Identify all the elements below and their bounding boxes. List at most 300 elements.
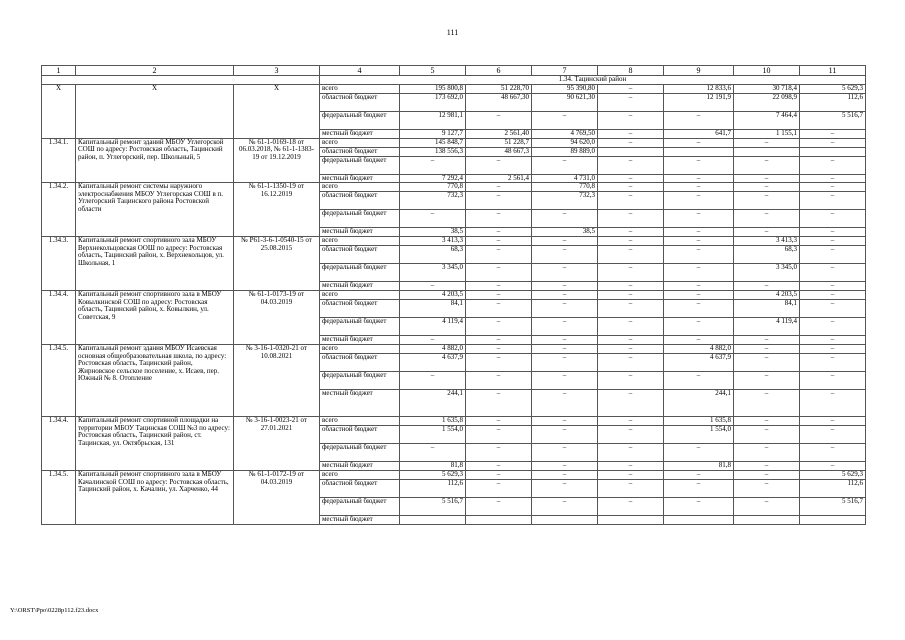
value-cell: – bbox=[532, 354, 598, 372]
value-cell: – bbox=[800, 390, 866, 417]
value-cell: – bbox=[800, 354, 866, 372]
value-cell: 4 731,0 bbox=[532, 174, 598, 183]
value-cell: – bbox=[532, 345, 598, 354]
funding-type: местный бюджет bbox=[320, 462, 400, 471]
value-cell: – bbox=[598, 264, 664, 282]
value-cell: – bbox=[598, 444, 664, 462]
funding-type: всего bbox=[320, 138, 400, 147]
value-cell: – bbox=[400, 210, 466, 228]
value-cell: – bbox=[664, 498, 734, 516]
funding-type: всего bbox=[320, 237, 400, 246]
funding-type: областной бюджет bbox=[320, 147, 400, 156]
value-cell: – bbox=[466, 426, 532, 444]
value-cell: – bbox=[800, 210, 866, 228]
column-number-row bbox=[42, 66, 866, 76]
value-cell: – bbox=[800, 246, 866, 264]
value-cell: – bbox=[664, 183, 734, 192]
value-cell: – bbox=[664, 336, 734, 345]
value-cell: – bbox=[800, 444, 866, 462]
funding-type: всего bbox=[320, 85, 400, 94]
item-name: Капитальный ремонт здания МБОУ Исаевская основная общеобразовательная школа, по адресу: Ростовская область, Тацинский район, Жирновское сельское поселение, х. Исаев, пер. Южный № 8. Отопление bbox=[76, 345, 234, 417]
table-row bbox=[42, 237, 866, 246]
value-cell: – bbox=[466, 112, 532, 130]
value-cell: – bbox=[400, 282, 466, 291]
column-header: 1 bbox=[42, 66, 76, 76]
item-document: № 61-1-0169-18 от 06.03.2018, № 61-1-1383-19 от 19.12.2019 bbox=[234, 138, 320, 183]
table-row bbox=[42, 417, 866, 426]
value-cell: – bbox=[664, 174, 734, 183]
funding-type: областной бюджет bbox=[320, 480, 400, 498]
funding-type: местный бюджет bbox=[320, 282, 400, 291]
value-cell: – bbox=[664, 372, 734, 390]
empty-cell bbox=[42, 76, 320, 85]
value-cell: 48 667,3 bbox=[466, 147, 532, 156]
value-cell: – bbox=[800, 156, 866, 174]
value-cell: – bbox=[598, 345, 664, 354]
value-cell: 4 637,9 bbox=[400, 354, 466, 372]
value-cell: – bbox=[734, 372, 800, 390]
value-cell: – bbox=[664, 471, 734, 480]
item-document: № 61-1-1350-19 от 16.12.2019 bbox=[234, 183, 320, 237]
value-cell: 195 800,8 bbox=[400, 85, 466, 94]
value-cell: – bbox=[532, 444, 598, 462]
value-cell: 7 292,4 bbox=[400, 174, 466, 183]
value-cell: – bbox=[800, 336, 866, 345]
value-cell: – bbox=[466, 264, 532, 282]
item-number: Х bbox=[42, 85, 76, 139]
value-cell: – bbox=[532, 390, 598, 417]
value-cell: – bbox=[664, 138, 734, 147]
funding-type: федеральный бюджет bbox=[320, 372, 400, 390]
item-name: Капитальный ремонт спортивного зала МБОУ Верхнекольцовская ООШ по адресу: Ростовская область, Тацинский район, х. Верхнекольцов, ул. Школьная, 1 bbox=[76, 237, 234, 291]
item-name: Капитальный ремонт спортивного зала в МБОУ Ковылкинской СОШ по адресу: Ростовская область, Тацинский район, х. Ковылкин, ул. Советская, 9 bbox=[76, 291, 234, 345]
value-cell: – bbox=[800, 237, 866, 246]
value-cell: – bbox=[532, 264, 598, 282]
value-cell: – bbox=[800, 372, 866, 390]
column-header: 10 bbox=[734, 66, 800, 76]
value-cell: – bbox=[800, 130, 866, 139]
funding-type: областной бюджет bbox=[320, 300, 400, 318]
value-cell: – bbox=[598, 480, 664, 498]
value-cell: 5 516,7 bbox=[800, 112, 866, 130]
funding-type: всего bbox=[320, 345, 400, 354]
value-cell: – bbox=[664, 291, 734, 300]
funding-type: федеральный бюджет bbox=[320, 156, 400, 174]
funding-type: местный бюджет bbox=[320, 516, 400, 525]
value-cell: – bbox=[598, 237, 664, 246]
value-cell: – bbox=[532, 112, 598, 130]
value-cell: – bbox=[466, 345, 532, 354]
value-cell: – bbox=[800, 264, 866, 282]
value-cell bbox=[734, 516, 800, 525]
item-document: № 61-1-0172-19 от 04.03.2019 bbox=[234, 471, 320, 525]
value-cell: 3 413,3 bbox=[734, 237, 800, 246]
funding-type: местный бюджет bbox=[320, 130, 400, 139]
value-cell: 173 692,0 bbox=[400, 94, 466, 112]
value-cell: 244,1 bbox=[400, 390, 466, 417]
value-cell: 81,8 bbox=[664, 462, 734, 471]
item-document: № Р61-3-6-1-0540-15 от 25.08.2015 bbox=[234, 237, 320, 291]
value-cell: – bbox=[800, 282, 866, 291]
value-cell bbox=[664, 516, 734, 525]
value-cell: – bbox=[598, 336, 664, 345]
column-header: 2 bbox=[76, 66, 234, 76]
value-cell: – bbox=[532, 498, 598, 516]
value-cell: – bbox=[532, 291, 598, 300]
value-cell: – bbox=[466, 444, 532, 462]
value-cell: – bbox=[800, 291, 866, 300]
item-name: Капитальный ремонт спортивной площадки на территории МБОУ Тацинская СОШ №3 по адресу: Ростовская область, Тацинский район, ст. Тацинская, ул. Октябрьская, 131 bbox=[76, 417, 234, 471]
value-cell: 112,6 bbox=[400, 480, 466, 498]
value-cell: – bbox=[734, 417, 800, 426]
value-cell: – bbox=[400, 372, 466, 390]
value-cell bbox=[800, 147, 866, 156]
value-cell bbox=[734, 147, 800, 156]
value-cell: 770,8 bbox=[400, 183, 466, 192]
column-header: 5 bbox=[400, 66, 466, 76]
value-cell: – bbox=[532, 426, 598, 444]
funding-type: федеральный бюджет bbox=[320, 264, 400, 282]
value-cell: – bbox=[532, 300, 598, 318]
value-cell: – bbox=[598, 156, 664, 174]
value-cell: – bbox=[466, 498, 532, 516]
value-cell: – bbox=[800, 300, 866, 318]
value-cell: 81,8 bbox=[400, 462, 466, 471]
value-cell: – bbox=[532, 480, 598, 498]
value-cell: 1 554,0 bbox=[664, 426, 734, 444]
value-cell: 2 561,40 bbox=[466, 130, 532, 139]
value-cell: – bbox=[466, 192, 532, 210]
column-header: 4 bbox=[320, 66, 400, 76]
section-title: 1.34. Тацинский район bbox=[320, 76, 866, 85]
funding-type: федеральный бюджет bbox=[320, 112, 400, 130]
value-cell: – bbox=[532, 318, 598, 336]
value-cell: 4 882,0 bbox=[400, 345, 466, 354]
value-cell: – bbox=[734, 174, 800, 183]
value-cell: – bbox=[466, 156, 532, 174]
value-cell: – bbox=[532, 246, 598, 264]
value-cell: – bbox=[734, 426, 800, 444]
value-cell: – bbox=[466, 390, 532, 417]
value-cell: 1 155,1 bbox=[734, 130, 800, 139]
funding-type: всего bbox=[320, 291, 400, 300]
value-cell bbox=[400, 516, 466, 525]
value-cell: 94 620,0 bbox=[532, 138, 598, 147]
value-cell: – bbox=[466, 318, 532, 336]
value-cell: 5 629,3 bbox=[800, 471, 866, 480]
value-cell: – bbox=[800, 417, 866, 426]
value-cell: 12 191,9 bbox=[664, 94, 734, 112]
value-cell: 4 882,0 bbox=[664, 345, 734, 354]
value-cell: – bbox=[800, 426, 866, 444]
value-cell: 244,1 bbox=[664, 390, 734, 417]
value-cell bbox=[532, 516, 598, 525]
item-document: Х bbox=[234, 85, 320, 139]
value-cell: – bbox=[734, 462, 800, 471]
value-cell: – bbox=[598, 462, 664, 471]
value-cell: – bbox=[466, 354, 532, 372]
value-cell bbox=[598, 147, 664, 156]
value-cell: – bbox=[664, 228, 734, 237]
value-cell: 9 127,7 bbox=[400, 130, 466, 139]
value-cell: – bbox=[466, 183, 532, 192]
item-document: № 3-16-1-0023-21 от 27.01.2021 bbox=[234, 417, 320, 471]
value-cell: – bbox=[800, 183, 866, 192]
value-cell: – bbox=[664, 246, 734, 264]
value-cell: – bbox=[598, 390, 664, 417]
value-cell: 51 228,70 bbox=[466, 85, 532, 94]
item-name: Капитальный ремонт спортивного зала в МБОУ Качалинской СОШ по адресу: Ростовская область, Тацинский район, х. Качалин, ул. Харченко, 44 bbox=[76, 471, 234, 525]
value-cell: – bbox=[800, 345, 866, 354]
value-cell: – bbox=[734, 390, 800, 417]
value-cell: – bbox=[598, 183, 664, 192]
value-cell: – bbox=[734, 183, 800, 192]
value-cell: – bbox=[532, 417, 598, 426]
value-cell: – bbox=[466, 336, 532, 345]
funding-type: местный бюджет bbox=[320, 174, 400, 183]
value-cell: 3 413,3 bbox=[400, 237, 466, 246]
column-header: 8 bbox=[598, 66, 664, 76]
page-number: 111 bbox=[446, 28, 459, 37]
value-cell: – bbox=[532, 372, 598, 390]
value-cell: 90 621,30 bbox=[532, 94, 598, 112]
value-cell: 4 203,5 bbox=[734, 291, 800, 300]
table-row bbox=[42, 138, 866, 147]
value-cell: 4 637,9 bbox=[664, 354, 734, 372]
value-cell: – bbox=[734, 138, 800, 147]
value-cell: – bbox=[664, 282, 734, 291]
value-cell: – bbox=[734, 345, 800, 354]
value-cell: – bbox=[598, 246, 664, 264]
value-cell: – bbox=[664, 480, 734, 498]
value-cell: 145 848,7 bbox=[400, 138, 466, 147]
value-cell: 4 119,4 bbox=[734, 318, 800, 336]
table-row bbox=[42, 291, 866, 300]
value-cell: – bbox=[664, 318, 734, 336]
budget-table bbox=[41, 65, 866, 525]
value-cell bbox=[664, 147, 734, 156]
value-cell: – bbox=[532, 471, 598, 480]
column-header: 7 bbox=[532, 66, 598, 76]
item-name: Капитальный ремонт зданий МБОУ Углегорской СОШ по адресу: Ростовская область, Тацинский район, п. Углегорский, пер. Школьный, 5 bbox=[76, 138, 234, 183]
value-cell: – bbox=[466, 480, 532, 498]
value-cell: 5 516,7 bbox=[400, 498, 466, 516]
column-header: 3 bbox=[234, 66, 320, 76]
value-cell: – bbox=[598, 174, 664, 183]
value-cell: 641,7 bbox=[664, 130, 734, 139]
value-cell: – bbox=[800, 192, 866, 210]
value-cell: – bbox=[800, 462, 866, 471]
value-cell: – bbox=[598, 112, 664, 130]
value-cell: – bbox=[532, 462, 598, 471]
value-cell: – bbox=[466, 282, 532, 291]
item-document: № 3-16-1-0320-21 от 10.08.2021 bbox=[234, 345, 320, 417]
value-cell bbox=[466, 516, 532, 525]
value-cell: – bbox=[664, 237, 734, 246]
value-cell: – bbox=[598, 426, 664, 444]
value-cell: – bbox=[466, 300, 532, 318]
value-cell: – bbox=[598, 94, 664, 112]
value-cell: – bbox=[664, 264, 734, 282]
section-title-row bbox=[42, 76, 866, 85]
value-cell: – bbox=[598, 138, 664, 147]
value-cell: – bbox=[734, 444, 800, 462]
funding-type: областной бюджет bbox=[320, 426, 400, 444]
value-cell: 138 556,3 bbox=[400, 147, 466, 156]
funding-type: областной бюджет bbox=[320, 192, 400, 210]
value-cell: 3 345,0 bbox=[734, 264, 800, 282]
value-cell: – bbox=[598, 192, 664, 210]
value-cell bbox=[800, 516, 866, 525]
value-cell: – bbox=[400, 444, 466, 462]
value-cell: 112,6 bbox=[800, 480, 866, 498]
value-cell: – bbox=[466, 237, 532, 246]
item-number: 1.34.3. bbox=[42, 237, 76, 291]
value-cell: 732,3 bbox=[400, 192, 466, 210]
value-cell: – bbox=[466, 417, 532, 426]
funding-type: областной бюджет bbox=[320, 94, 400, 112]
value-cell: – bbox=[598, 85, 664, 94]
value-cell: – bbox=[800, 174, 866, 183]
value-cell: – bbox=[664, 300, 734, 318]
value-cell: – bbox=[532, 210, 598, 228]
value-cell: – bbox=[734, 156, 800, 174]
value-cell: – bbox=[664, 444, 734, 462]
value-cell: – bbox=[734, 354, 800, 372]
value-cell: 12 981,1 bbox=[400, 112, 466, 130]
value-cell: – bbox=[734, 498, 800, 516]
value-cell: – bbox=[598, 354, 664, 372]
value-cell: 38,5 bbox=[532, 228, 598, 237]
value-cell: – bbox=[598, 471, 664, 480]
value-cell: 89 889,0 bbox=[532, 147, 598, 156]
value-cell: – bbox=[734, 282, 800, 291]
value-cell: 4 119,4 bbox=[400, 318, 466, 336]
value-cell: – bbox=[598, 210, 664, 228]
item-number: 1.34.1. bbox=[42, 138, 76, 183]
value-cell: 1 635,8 bbox=[400, 417, 466, 426]
funding-type: всего bbox=[320, 417, 400, 426]
value-cell: – bbox=[466, 372, 532, 390]
value-cell: – bbox=[734, 480, 800, 498]
value-cell: 5 516,7 bbox=[800, 498, 866, 516]
value-cell: 7 464,4 bbox=[734, 112, 800, 130]
value-cell: – bbox=[598, 300, 664, 318]
value-cell: – bbox=[532, 156, 598, 174]
value-cell: 22 098,9 bbox=[734, 94, 800, 112]
value-cell: 732,3 bbox=[532, 192, 598, 210]
value-cell: – bbox=[598, 498, 664, 516]
value-cell: – bbox=[400, 156, 466, 174]
value-cell: – bbox=[800, 318, 866, 336]
value-cell: – bbox=[734, 192, 800, 210]
value-cell: 84,1 bbox=[734, 300, 800, 318]
value-cell: – bbox=[466, 471, 532, 480]
table-row bbox=[42, 345, 866, 354]
value-cell: 5 629,3 bbox=[800, 85, 866, 94]
value-cell: 95 390,80 bbox=[532, 85, 598, 94]
funding-type: федеральный бюджет bbox=[320, 210, 400, 228]
item-document: № 61-1-0173-19 от 04.03.2019 bbox=[234, 291, 320, 345]
value-cell: – bbox=[466, 246, 532, 264]
value-cell: 48 667,30 bbox=[466, 94, 532, 112]
funding-type: местный бюджет bbox=[320, 228, 400, 237]
value-cell: – bbox=[664, 210, 734, 228]
value-cell: – bbox=[800, 138, 866, 147]
value-cell: – bbox=[598, 291, 664, 300]
item-number: 1.34.4. bbox=[42, 291, 76, 345]
value-cell: – bbox=[734, 471, 800, 480]
value-cell: 4 769,50 bbox=[532, 130, 598, 139]
value-cell: – bbox=[466, 291, 532, 300]
value-cell: – bbox=[734, 228, 800, 237]
value-cell: 5 629,3 bbox=[400, 471, 466, 480]
funding-type: всего bbox=[320, 183, 400, 192]
value-cell: 2 561,4 bbox=[466, 174, 532, 183]
item-number: 1.34.4. bbox=[42, 417, 76, 471]
value-cell: – bbox=[466, 462, 532, 471]
item-name: Капитальный ремонт системы наружного электроснабжения МБОУ Углегорская СОШ в п. Углегорский Тацинского района Ростовской области bbox=[76, 183, 234, 237]
value-cell: 112,6 bbox=[800, 94, 866, 112]
value-cell: 770,8 bbox=[532, 183, 598, 192]
value-cell: – bbox=[532, 237, 598, 246]
value-cell: – bbox=[598, 318, 664, 336]
value-cell: 30 718,4 bbox=[734, 85, 800, 94]
value-cell: – bbox=[598, 228, 664, 237]
value-cell: – bbox=[532, 282, 598, 291]
value-cell: – bbox=[734, 336, 800, 345]
value-cell: 4 203,5 bbox=[400, 291, 466, 300]
value-cell: 68,3 bbox=[734, 246, 800, 264]
value-cell: 38,5 bbox=[400, 228, 466, 237]
item-number: 1.34.5. bbox=[42, 345, 76, 417]
value-cell: 84,1 bbox=[400, 300, 466, 318]
funding-type: федеральный бюджет bbox=[320, 444, 400, 462]
funding-type: местный бюджет bbox=[320, 336, 400, 345]
funding-type: местный бюджет bbox=[320, 390, 400, 417]
item-number: 1.34.5. bbox=[42, 471, 76, 525]
item-name: Х bbox=[76, 85, 234, 139]
value-cell: – bbox=[532, 336, 598, 345]
funding-type: федеральный бюджет bbox=[320, 498, 400, 516]
funding-type: областной бюджет bbox=[320, 354, 400, 372]
funding-type: всего bbox=[320, 471, 400, 480]
value-cell: – bbox=[400, 336, 466, 345]
column-header: 6 bbox=[466, 66, 532, 76]
value-cell: – bbox=[466, 228, 532, 237]
value-cell: – bbox=[664, 192, 734, 210]
table-row bbox=[42, 183, 866, 192]
value-cell: – bbox=[800, 228, 866, 237]
funding-type: областной бюджет bbox=[320, 246, 400, 264]
value-cell: 1 554,0 bbox=[400, 426, 466, 444]
value-cell bbox=[598, 516, 664, 525]
value-cell: 68,3 bbox=[400, 246, 466, 264]
value-cell: – bbox=[664, 156, 734, 174]
table-row bbox=[42, 85, 866, 94]
value-cell: – bbox=[664, 112, 734, 130]
funding-type: федеральный бюджет bbox=[320, 318, 400, 336]
column-header: 11 bbox=[800, 66, 866, 76]
value-cell: – bbox=[734, 210, 800, 228]
value-cell: 1 635,8 bbox=[664, 417, 734, 426]
value-cell: 51 228,7 bbox=[466, 138, 532, 147]
value-cell: – bbox=[598, 130, 664, 139]
value-cell: – bbox=[598, 372, 664, 390]
column-header: 9 bbox=[664, 66, 734, 76]
footer-file-path: Y:\ORST\Ppo\0228p112.f23.docx bbox=[10, 607, 99, 614]
value-cell: – bbox=[598, 417, 664, 426]
